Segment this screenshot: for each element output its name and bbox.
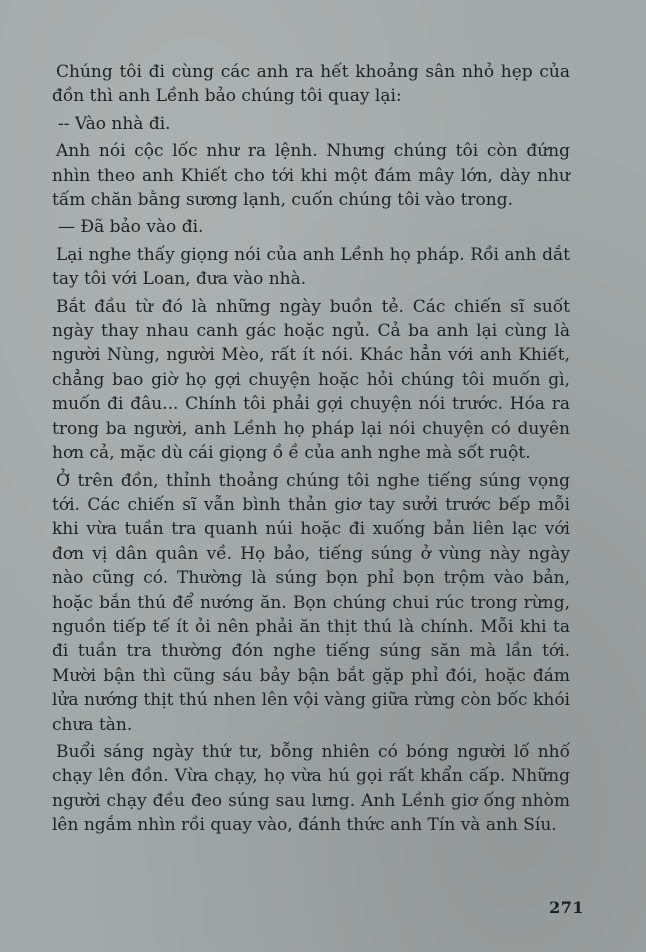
paragraph: Anh nói cộc lốc như ra lệnh. Nhưng chúng tôi còn đứng nhìn theo anh Khiết cho tới khi một đám mây lớn, dày như tấm chăn bằng sương lạnh, cuốn chúng tôi vào trong. bbox=[52, 141, 570, 211]
dialog-line: -- Vào nhà đi. bbox=[58, 113, 171, 134]
dialog-line: — Đã bảo vào đi. bbox=[58, 217, 204, 238]
paragraph: Ở trên đồn, thỉnh thoảng chúng tôi nghe tiếng súng vọng tới. Các chiến sĩ vẫn bình thản giơ tay sưởi trước bếp mỗi khi vừa tuần tra quanh núi hoặc đi xuống bản liên lạc với đơn vị dân quân về. Họ bảo, tiếng súng ở vùng này ngày nào cũng có. Thường là súng bọn phỉ bọn trộm vào bản, hoặc bắn thú để nướng ăn. Bọn chúng chui rúc trong rừng, nguồn tiếp tế ít ỏi nên phải ăn thịt thú là chính. Mỗi khi ta đi tuần tra thường đón nghe tiếng súng săn mà lần tới. Mười bận thì cũng sáu bảy bận bắt gặp phỉ đói, hoặc đám lửa nướng thịt thú nhen lên vội vàng giữa rừng còn bốc khói chưa tàn. bbox=[52, 470, 570, 735]
body-text bbox=[52, 60, 570, 841]
paragraph: Buổi sáng ngày thứ tư, bỗng nhiên có bóng người lố nhố chạy lên đồn. Vừa chạy, họ vừa hú gọi rất khẩn cấp. Những người chạy đều đeo súng sau lưng. Anh Lềnh giơ ống nhòm lên ngắm nhìn rồi quay vào, đánh thức anh Tín và anh Síu. bbox=[52, 741, 570, 836]
paragraph: Lại nghe thấy giọng nói của anh Lềnh họ pháp. Rồi anh dắt tay tôi với Loan, đưa vào nhà. bbox=[52, 244, 570, 290]
paragraph: Bắt đầu từ đó là những ngày buồn tẻ. Các chiến sĩ suốt ngày thay nhau canh gác hoặc ngủ. Cả ba anh lại cùng là người Nùng, người Mèo, rất ít nói. Khác hẳn với anh Khiết, chẳng bao giờ họ gợi chuyện hoặc hỏi chúng tôi muốn gì, muốn đi đâu... Chính tôi phải gợi chuyện nói trước. Hóa ra trong ba người, anh Lềnh họ pháp lại nói chuyện có duyên hơn cả, mặc dù cái giọng ồ ề của anh nghe mà sốt ruột. bbox=[52, 296, 570, 464]
page-number: 271 bbox=[549, 898, 584, 917]
paragraph: Chúng tôi đi cùng các anh ra hết khoảng sân nhỏ hẹp của đồn thì anh Lềnh bảo chúng tôi quay lại: bbox=[52, 62, 570, 107]
